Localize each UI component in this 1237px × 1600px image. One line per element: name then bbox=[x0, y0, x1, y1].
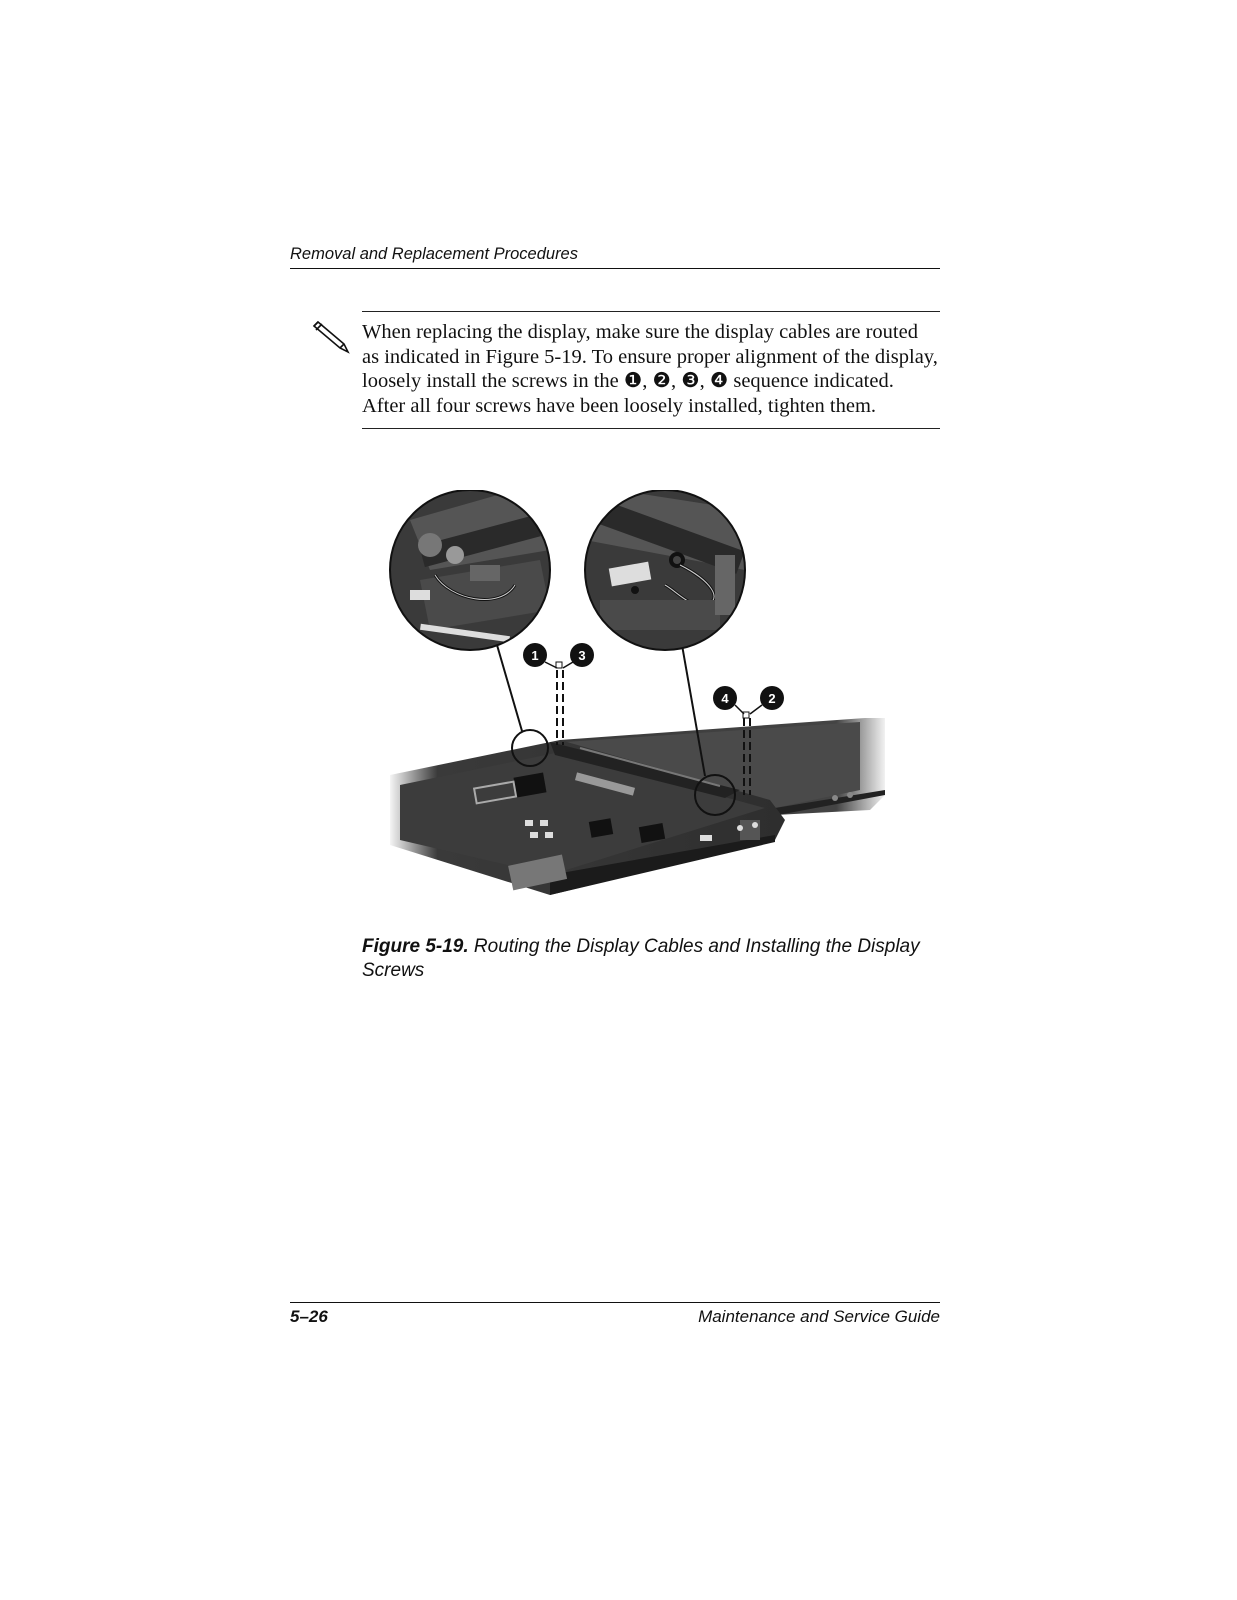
svg-text:3: 3 bbox=[578, 648, 586, 663]
svg-text:2: 2 bbox=[768, 691, 776, 706]
callout-4 bbox=[713, 686, 744, 714]
sequence-2: ❷ bbox=[652, 370, 671, 392]
hinge-detail-left bbox=[390, 490, 550, 650]
guide-title: Maintenance and Service Guide bbox=[698, 1307, 940, 1326]
sequence-1: ❶ bbox=[623, 370, 643, 392]
hinge-detail-right bbox=[585, 490, 745, 650]
sequence-3: ❸ bbox=[681, 370, 700, 392]
figure-caption-text: Routing the Display Cables and Installing the Display Screws bbox=[362, 936, 920, 981]
screw-path-left bbox=[557, 670, 563, 745]
leader-line bbox=[497, 645, 522, 731]
sequence-sep: , bbox=[670, 370, 682, 392]
section-title: Removal and Replacement Procedures bbox=[290, 245, 578, 263]
sequence-4: ❹ bbox=[709, 370, 729, 392]
running-footer bbox=[290, 1302, 940, 1326]
callout-2 bbox=[750, 686, 784, 714]
figure-caption bbox=[362, 935, 922, 983]
note-text bbox=[362, 320, 940, 418]
note-text-after: sequence indicated. After all four screws have been loosely installed, tighten them. bbox=[362, 370, 894, 417]
svg-text:1: 1 bbox=[531, 648, 539, 663]
sequence-sep: , bbox=[699, 370, 710, 392]
note-block bbox=[362, 311, 940, 429]
display-cable-routing-illustration bbox=[380, 490, 920, 920]
running-header bbox=[290, 245, 940, 269]
page-number: 5–26 bbox=[290, 1307, 328, 1326]
figure-number: Figure 5-19. bbox=[362, 936, 469, 957]
callout-1 bbox=[523, 643, 557, 668]
svg-text:4: 4 bbox=[721, 691, 729, 706]
pencil-note-icon bbox=[310, 318, 356, 358]
sequence-sep: , bbox=[642, 370, 653, 392]
note-text-before: When replacing the display, make sure the display cables are routed as indicated in Figure 5-19. To ensure proper alignment of the display, loosely install the screws in the bbox=[362, 321, 938, 392]
callout-3 bbox=[563, 643, 594, 668]
